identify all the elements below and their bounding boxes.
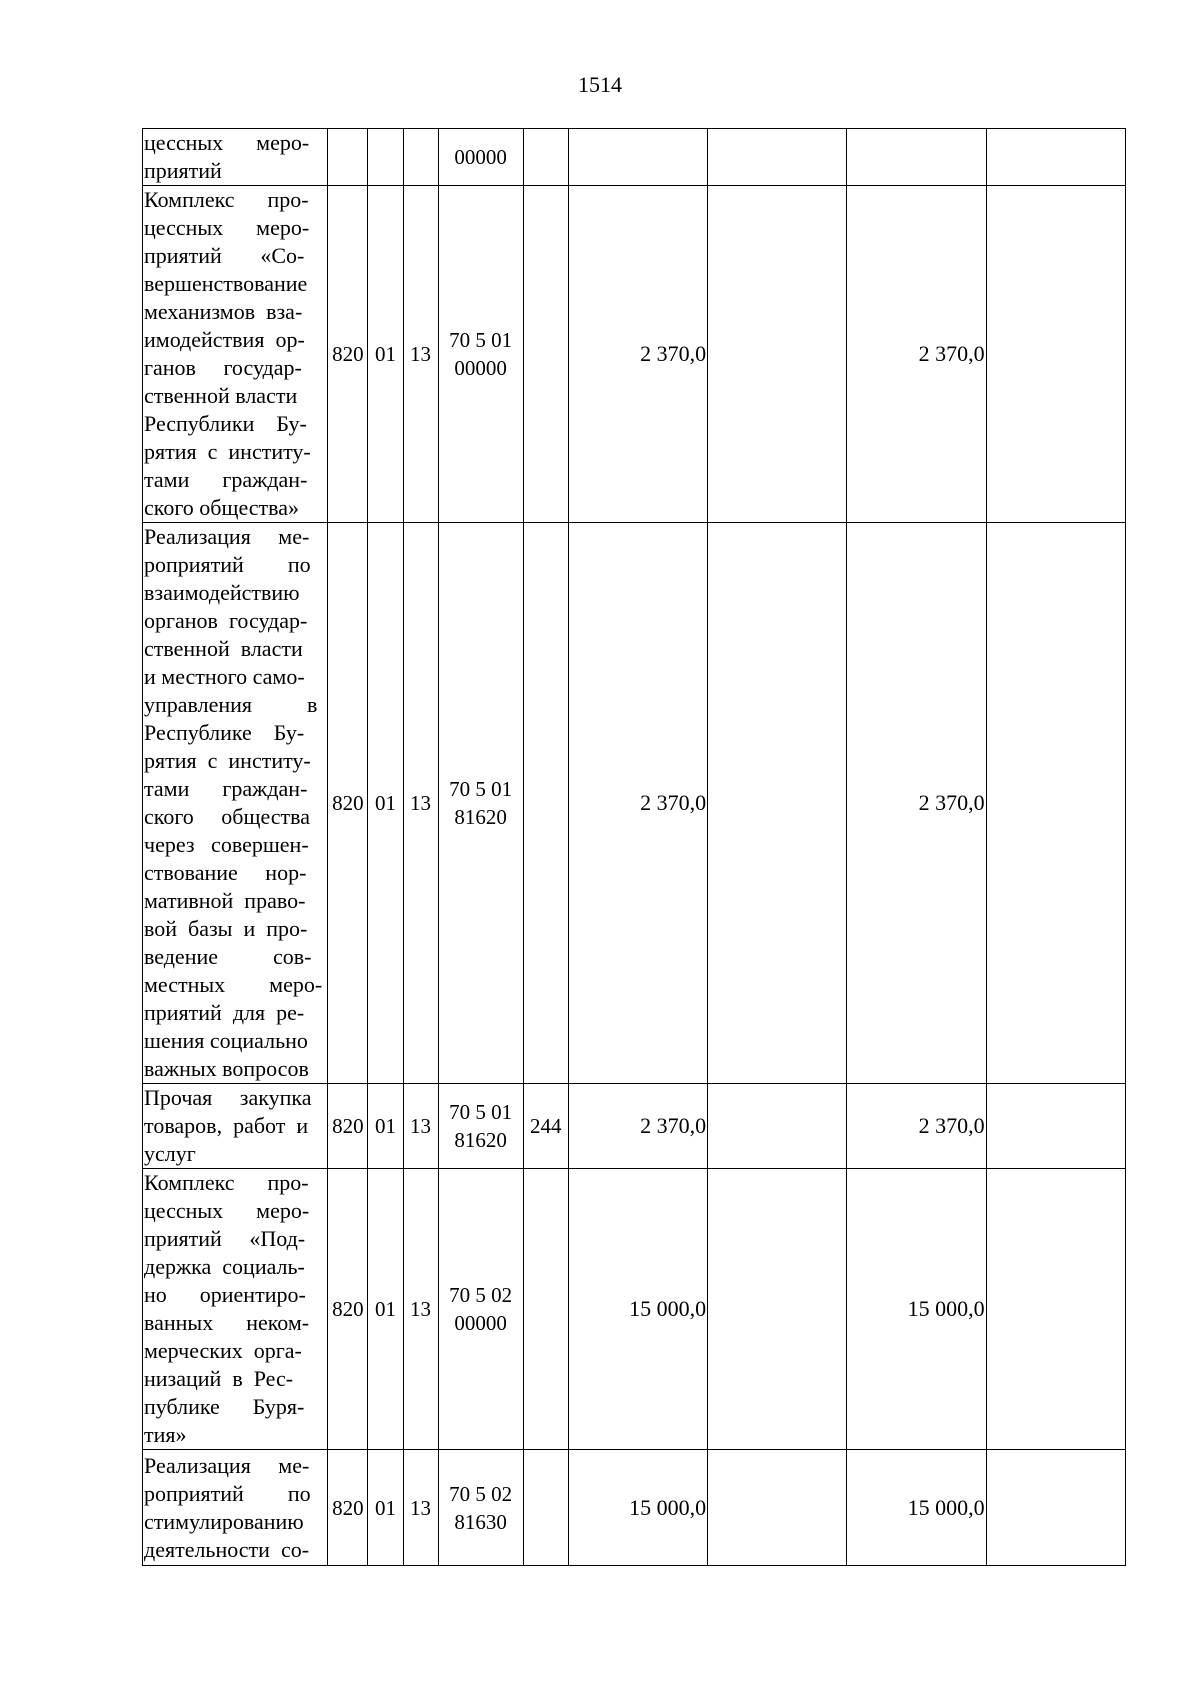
row-name-line: ганов государ- <box>144 355 302 380</box>
row-name-line: деятельности со- <box>144 1536 310 1562</box>
amount-cell-1: 2 370,0 <box>568 186 707 523</box>
row-name-line: цессных меро- <box>144 130 310 155</box>
table-row <box>143 1169 1126 1450</box>
amount-cell-2 <box>708 186 847 523</box>
expense-type-cell: 244 <box>523 1084 568 1169</box>
amount-cell-3: 15 000,0 <box>847 1169 986 1450</box>
amount-cell-4 <box>986 1084 1125 1169</box>
ved-code-cell: 820 <box>328 1169 368 1450</box>
row-name-line: тия» <box>144 1422 187 1447</box>
ved-code-cell: 820 <box>328 1084 368 1169</box>
row-name-line: приятий <box>144 158 222 183</box>
row-name-line: ского общества» <box>144 495 299 520</box>
row-name-line: вершенствование <box>144 271 308 296</box>
amount-cell-2 <box>708 1169 847 1450</box>
ved-code-cell: 820 <box>328 523 368 1084</box>
row-name-line: мативной право- <box>144 888 306 913</box>
row-name-line: но ориентиро- <box>144 1282 306 1307</box>
row-name-line: местных меро- <box>144 972 323 997</box>
target-article-line: 81620 <box>454 805 507 829</box>
row-name-line: тами граждан- <box>144 467 308 492</box>
row-name-line: Реализация ме- <box>144 524 310 549</box>
row-name-line: приятий «Со- <box>144 243 305 268</box>
subsection-code-cell: 13 <box>403 1169 438 1450</box>
row-name-line: рятия с институ- <box>144 748 311 773</box>
expense-type-cell <box>523 186 568 523</box>
target-article-cell <box>438 186 523 523</box>
target-article-cell <box>438 523 523 1084</box>
row-name-line: приятий для ре- <box>144 1000 305 1025</box>
subsection-code-cell: 13 <box>403 1084 438 1169</box>
target-article-cell <box>438 129 523 186</box>
row-name-line: приятий «Под- <box>144 1226 306 1251</box>
amount-cell-3: 2 370,0 <box>847 523 986 1084</box>
amount-cell-4 <box>986 186 1125 523</box>
subsection-code-cell: 13 <box>403 186 438 523</box>
amount-cell-4 <box>986 1169 1125 1450</box>
amount-cell-3: 2 370,0 <box>847 186 986 523</box>
row-name-line: мерческих орга- <box>144 1338 302 1363</box>
target-article-line: 00000 <box>454 145 507 169</box>
row-name-line: держка социаль- <box>144 1254 305 1279</box>
expense-type-cell <box>523 523 568 1084</box>
subsection-code-cell: 13 <box>403 523 438 1084</box>
row-name-line: ственной власти <box>144 636 303 661</box>
target-article-line: 81630 <box>454 1509 507 1534</box>
ved-code-cell: 820 <box>328 186 368 523</box>
amount-cell-4 <box>986 1450 1125 1566</box>
row-name-line: органов государ- <box>144 608 308 633</box>
row-name-line: Республике Бу- <box>144 720 305 745</box>
section-code-cell <box>368 129 403 186</box>
target-article-cell <box>438 1169 523 1450</box>
row-name-line: Реализация ме- <box>144 1452 310 1478</box>
target-article-cell <box>438 1450 523 1566</box>
amount-cell-3 <box>847 129 986 186</box>
section-code-cell: 01 <box>368 523 403 1084</box>
row-name-line: и местного само- <box>144 664 305 689</box>
row-name-cell <box>143 129 328 186</box>
subsection-code-cell <box>403 129 438 186</box>
amount-cell-1: 2 370,0 <box>568 1084 707 1169</box>
row-name-line: услуг <box>144 1141 196 1166</box>
amount-cell-1: 15 000,0 <box>568 1169 707 1450</box>
amount-cell-1: 15 000,0 <box>568 1450 707 1566</box>
table-row <box>143 1450 1126 1566</box>
row-name-line: товаров, работ и <box>144 1113 309 1138</box>
row-name-line: низаций в Рес- <box>144 1366 294 1391</box>
row-name-line: шения социально <box>144 1028 308 1053</box>
budget-table <box>142 128 1126 1566</box>
row-name-line: роприятий по <box>144 552 311 577</box>
section-code-cell: 01 <box>368 186 403 523</box>
amount-cell-3: 15 000,0 <box>847 1450 986 1566</box>
row-name-line: через совершен- <box>144 832 309 857</box>
amount-cell-2 <box>708 523 847 1084</box>
row-name-line: механизмов вза- <box>144 299 303 324</box>
table-row <box>143 186 1126 523</box>
row-name-line: Комплекс про- <box>144 187 309 212</box>
target-article-cell <box>438 1084 523 1169</box>
amount-cell-2 <box>708 1084 847 1169</box>
target-article-line: 81620 <box>454 1128 507 1152</box>
row-name-line: цессных меро- <box>144 215 310 240</box>
expense-type-cell <box>523 1169 568 1450</box>
row-name-line: рятия с институ- <box>144 439 311 464</box>
subsection-code-cell: 13 <box>403 1450 438 1566</box>
row-name-line: вой базы и про- <box>144 916 308 941</box>
row-name-cell <box>143 1450 328 1566</box>
section-code-cell: 01 <box>368 1450 403 1566</box>
target-article-line: 70 5 02 <box>449 1481 513 1506</box>
row-name-line: имодействия ор- <box>144 327 305 352</box>
row-name-cell <box>143 186 328 523</box>
row-name-line: тами граждан- <box>144 776 308 801</box>
row-name-line: ского общества <box>144 804 310 829</box>
target-article-line: 00000 <box>454 356 507 380</box>
row-name-line: Прочая закупка <box>144 1085 312 1110</box>
section-code-cell: 01 <box>368 1169 403 1450</box>
row-name-line: роприятий по <box>144 1480 311 1506</box>
target-article-line: 70 5 01 <box>449 777 513 801</box>
ved-code-cell <box>328 129 368 186</box>
target-article-line: 00000 <box>454 1311 507 1335</box>
row-name-line: Республики Бу- <box>144 411 307 436</box>
row-name-cell <box>143 1084 328 1169</box>
amount-cell-4 <box>986 523 1125 1084</box>
table-row <box>143 523 1126 1084</box>
amount-cell-4 <box>986 129 1125 186</box>
row-name-line: ведение сов- <box>144 944 312 969</box>
row-name-cell <box>143 1169 328 1450</box>
target-article-line: 70 5 01 <box>449 328 513 352</box>
amount-cell-1 <box>568 129 707 186</box>
row-name-line: взаимодействию <box>144 580 300 605</box>
row-name-line: ванных неком- <box>144 1310 310 1335</box>
section-code-cell: 01 <box>368 1084 403 1169</box>
row-name-line: управления в <box>144 692 318 717</box>
row-name-line: важных вопросов <box>144 1056 309 1081</box>
amount-cell-1: 2 370,0 <box>568 523 707 1084</box>
amount-cell-2 <box>708 129 847 186</box>
row-name-line: стимулированию <box>144 1508 304 1534</box>
page-number: 1514 <box>578 72 622 97</box>
expense-type-cell <box>523 129 568 186</box>
row-name-line: ствование нор- <box>144 860 307 885</box>
amount-cell-3: 2 370,0 <box>847 1084 986 1169</box>
expense-type-cell <box>523 1450 568 1566</box>
amount-cell-2 <box>708 1450 847 1566</box>
row-name-cell <box>143 523 328 1084</box>
ved-code-cell: 820 <box>328 1450 368 1566</box>
row-name-line: Комплекс про- <box>144 1170 309 1195</box>
table-row <box>143 1084 1126 1169</box>
target-article-line: 70 5 01 <box>449 1100 513 1124</box>
row-name-line: цессных меро- <box>144 1198 310 1223</box>
table-row <box>143 129 1126 186</box>
target-article-line: 70 5 02 <box>449 1283 513 1307</box>
row-name-line: ственной власти <box>144 383 298 408</box>
row-name-line: публике Буря- <box>144 1394 305 1419</box>
